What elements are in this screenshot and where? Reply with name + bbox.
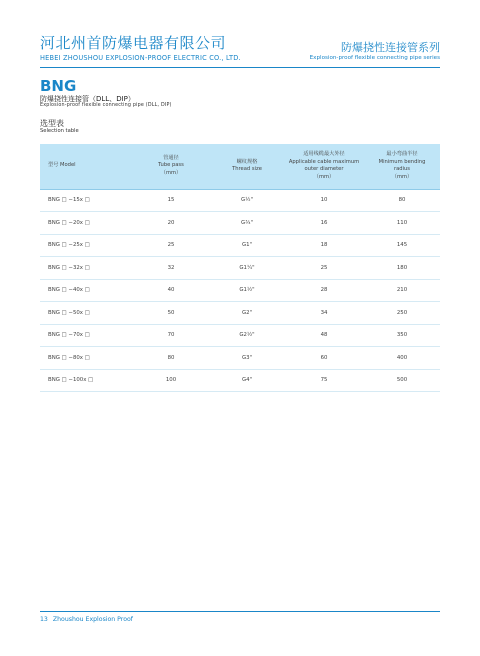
cell-cable-diameter: 16 (284, 212, 364, 235)
cell-cable-diameter: 25 (284, 257, 364, 280)
cell-model: BNG □ −100x □ (40, 369, 132, 392)
cell-tube-pass: 20 (132, 212, 210, 235)
cell-thread-size: G¾" (210, 212, 284, 235)
footer-text: Zhoushou Explosion Proof (52, 616, 133, 623)
cell-model: BNG □ −40x □ (40, 279, 132, 302)
page-number: 13 (40, 616, 48, 623)
table-row (40, 279, 440, 302)
table-row (40, 257, 440, 280)
footer-divider (40, 611, 440, 612)
cell-model: BNG □ −50x □ (40, 302, 132, 325)
cell-thread-size: G2½" (210, 324, 284, 347)
cell-model: BNG □ −25x □ (40, 234, 132, 257)
cell-thread-size: G½" (210, 189, 284, 212)
cell-bending-radius: 80 (364, 189, 440, 212)
cell-tube-pass: 15 (132, 189, 210, 212)
cell-model: BNG □ −20x □ (40, 212, 132, 235)
page-header (40, 32, 440, 72)
cell-model: BNG □ −32x □ (40, 257, 132, 280)
table-row (40, 212, 440, 235)
table-row (40, 369, 440, 392)
cell-bending-radius: 210 (364, 279, 440, 302)
selection-table (40, 144, 440, 392)
cell-model: BNG □ −80x □ (40, 347, 132, 370)
cell-thread-size: G2" (210, 302, 284, 325)
company-name-cn: 河北州首防爆电器有限公司 (40, 34, 227, 52)
cell-bending-radius: 350 (364, 324, 440, 347)
table-row (40, 234, 440, 257)
table-row (40, 324, 440, 347)
selection-title-cn: 选型表 (40, 119, 64, 128)
cell-cable-diameter: 75 (284, 369, 364, 392)
table-row (40, 302, 440, 325)
cell-tube-pass: 32 (132, 257, 210, 280)
table-row (40, 347, 440, 370)
table-row (40, 189, 440, 212)
cell-cable-diameter: 18 (284, 234, 364, 257)
cell-tube-pass: 100 (132, 369, 210, 392)
header-tube-pass: 管通径 Tube pass （mm） (132, 144, 210, 189)
cell-thread-size: G1¼" (210, 257, 284, 280)
cell-thread-size: G4" (210, 369, 284, 392)
cell-tube-pass: 50 (132, 302, 210, 325)
cell-cable-diameter: 28 (284, 279, 364, 302)
cell-thread-size: G3" (210, 347, 284, 370)
cell-bending-radius: 145 (364, 234, 440, 257)
product-name-en: Explosion-proof flexible connecting pipe (DLL, DIP) (40, 103, 172, 108)
header-bending-radius: 最小弯曲半径 Minimum bending radius （mm） (364, 144, 440, 189)
series-title-en: Explosion-proof flexible connecting pipe series (309, 55, 440, 61)
cell-model: BNG □ −15x □ (40, 189, 132, 212)
company-name-en: HEBEI ZHOUSHOU EXPLOSION-PROOF ELECTRIC CO., LTD. (40, 54, 241, 62)
product-model: BNG (40, 77, 77, 95)
cell-tube-pass: 70 (132, 324, 210, 347)
cell-model: BNG □ −70x □ (40, 324, 132, 347)
cell-bending-radius: 400 (364, 347, 440, 370)
table-header-row (40, 144, 440, 189)
cell-tube-pass: 40 (132, 279, 210, 302)
cell-cable-diameter: 48 (284, 324, 364, 347)
cell-cable-diameter: 60 (284, 347, 364, 370)
cell-cable-diameter: 34 (284, 302, 364, 325)
header-model: 型号 Model (40, 144, 132, 189)
cell-thread-size: G1" (210, 234, 284, 257)
cell-cable-diameter: 10 (284, 189, 364, 212)
cell-bending-radius: 250 (364, 302, 440, 325)
cell-bending-radius: 180 (364, 257, 440, 280)
cell-tube-pass: 25 (132, 234, 210, 257)
cell-bending-radius: 500 (364, 369, 440, 392)
cell-bending-radius: 110 (364, 212, 440, 235)
cell-tube-pass: 80 (132, 347, 210, 370)
product-name-cn: 防爆挠性连接管（DLL、DIP） (40, 95, 135, 103)
cell-thread-size: G1½" (210, 279, 284, 302)
page-footer (40, 616, 133, 623)
header-cable-diameter: 适用线缆最大外径 Applicable cable maximum outer diameter （mm） (284, 144, 364, 189)
selection-title-en: Selection table (40, 128, 79, 134)
header-divider (40, 67, 440, 68)
series-title-cn: 防爆挠性连接管系列 (341, 41, 440, 54)
header-thread-size: 螺纹规格 Thread size (210, 144, 284, 189)
